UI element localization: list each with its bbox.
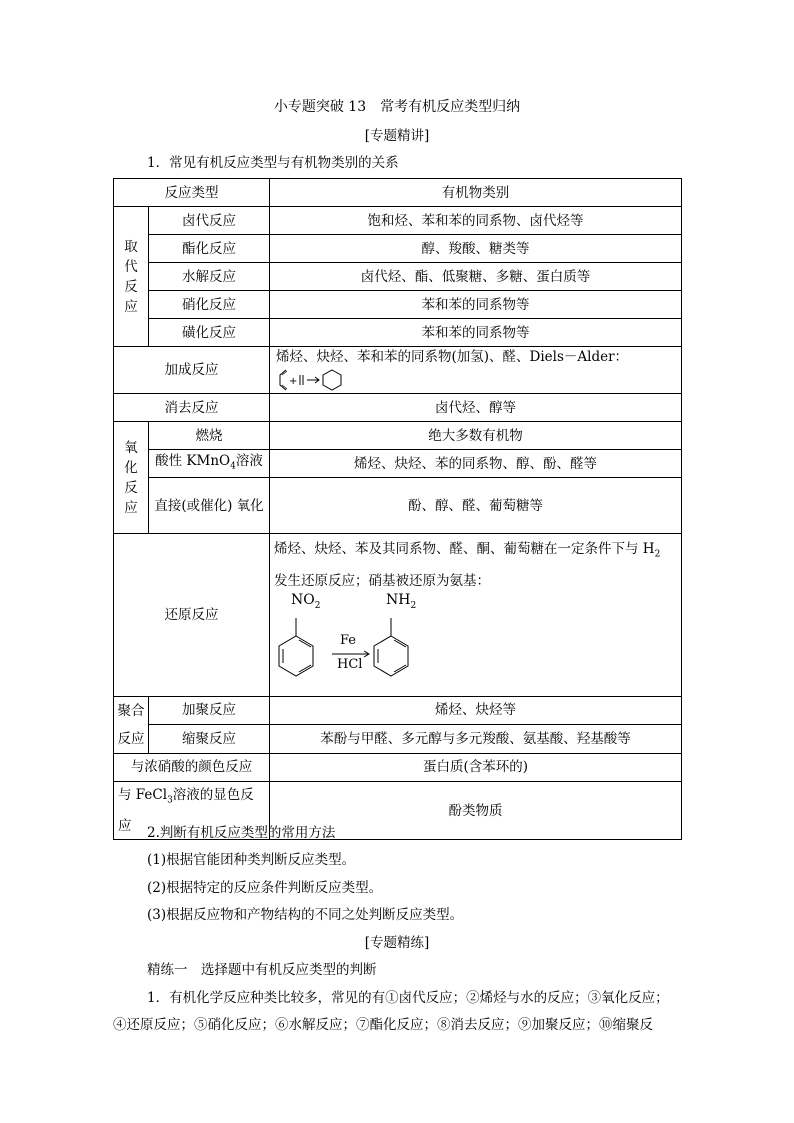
- category-cell: 醇、羧酸、糖类等: [270, 235, 682, 263]
- type-cell: 消去反应: [114, 394, 270, 422]
- question-line: 1．有机化学反应种类比较多，常见的有①卤代反应；②烯烃与水的反应；③氧化反应；: [147, 990, 669, 1006]
- type-cell: 加成反应: [114, 347, 270, 394]
- heading-1: 1．常见有机反应类型与有机物类别的关系: [147, 155, 399, 171]
- category-cell: 卤代烃、酯、低聚糖、多糖、蛋白质等: [270, 263, 682, 291]
- jiacheng-text: 烯烃、炔烃、苯和苯的同系物(加氢)、醛、Diels－Alder：: [276, 349, 629, 365]
- huanyuan-line1: 烯烃、炔烃、苯及其同系物、醛、酮、葡萄糖在一定条件下与 $H_2$: [274, 541, 661, 560]
- svg-text:+: +: [289, 376, 298, 387]
- type-cell: 与浓硝酸的颜色反应: [114, 753, 270, 781]
- jinglian-heading: 精练一 选择题中有机反应类型的判断: [147, 962, 377, 978]
- category-cell: 绝大多数有机物: [270, 422, 682, 450]
- type-cell: 硝化反应: [149, 291, 270, 319]
- heading-2: 2.判断有机反应类型的常用方法: [147, 825, 336, 841]
- category-cell: 苯和苯的同系物等: [270, 291, 682, 319]
- question-line: ④还原反应；⑤硝化反应；⑥水解反应；⑦酯化反应；⑧消去反应；⑨加聚反应；⑩缩聚反: [113, 1017, 653, 1033]
- type-cell: 加聚反应: [149, 696, 270, 725]
- method-item: (2)根据特定的反应条件判断反应类型。: [147, 880, 383, 896]
- category-cell-huanyuan: [270, 534, 682, 697]
- nitro-reduction-scheme: [274, 591, 677, 694]
- fe-label: Fe: [340, 632, 357, 648]
- type-cell: 水解反应: [149, 263, 270, 291]
- reaction-table: [113, 178, 682, 840]
- group-qudai: 取 代 反 应: [114, 207, 149, 347]
- type-cell: 酯化反应: [149, 235, 270, 263]
- type-cell: 缩聚反应: [149, 725, 270, 754]
- category-cell: 苯和苯的同系物等: [270, 319, 682, 347]
- category-cell: 烯烃、炔烃、苯的同系物、醇、酚、醛等: [270, 450, 682, 478]
- category-cell: 蛋白质(含苯环的): [270, 753, 682, 781]
- group-juhe: 聚合反应: [114, 696, 149, 753]
- type-cell: 酸性 KMnO$_4$溶液: [149, 450, 270, 478]
- category-cell: 酚类物质: [270, 781, 682, 840]
- header-reaction-type: 反应类型: [114, 179, 270, 207]
- diels-alder-icon: [276, 367, 344, 393]
- category-cell: 卤代烃、醇等: [270, 394, 682, 422]
- section-label-jiangjie: [专题精讲]: [364, 128, 430, 144]
- method-item: (1)根据官能团种类判断反应类型。: [147, 852, 356, 868]
- group-yanghua: 氧 化 反 应: [114, 422, 149, 534]
- section-label-jinglian: [专题精练]: [364, 935, 430, 951]
- page-title: 小专题突破 13 常考有机反应类型归纳: [273, 99, 521, 115]
- nh2-label: $NH_2$: [386, 591, 417, 611]
- no2-label: $NO_2$: [291, 591, 321, 611]
- type-cell: 与 FeCl$_3$溶液的显色反应: [114, 781, 270, 840]
- type-cell: 磺化反应: [149, 319, 270, 347]
- type-cell: 直接(或催化) 氧化: [149, 478, 270, 534]
- method-item: (3)根据反应物和产物结构的不同之处判断反应类型。: [147, 907, 464, 923]
- category-cell: 苯酚与甲醛、多元醇与多元羧酸、氨基酸、羟基酸等: [270, 725, 682, 754]
- category-cell: 烯烃、炔烃等: [270, 696, 682, 725]
- huanyuan-line2: 发生还原反应；硝基被还原为氨基：: [274, 572, 490, 589]
- category-cell: 饱和烃、苯和苯的同系物、卤代烃等: [270, 207, 682, 235]
- hcl-label: HCl: [337, 656, 363, 672]
- type-cell: 卤代反应: [149, 207, 270, 235]
- type-cell: 燃烧: [149, 422, 270, 450]
- type-cell: 还原反应: [114, 534, 270, 697]
- category-cell: 酚、醇、醛、葡萄糖等: [270, 478, 682, 534]
- header-category: 有机物类别: [270, 179, 682, 207]
- category-cell: [270, 347, 682, 394]
